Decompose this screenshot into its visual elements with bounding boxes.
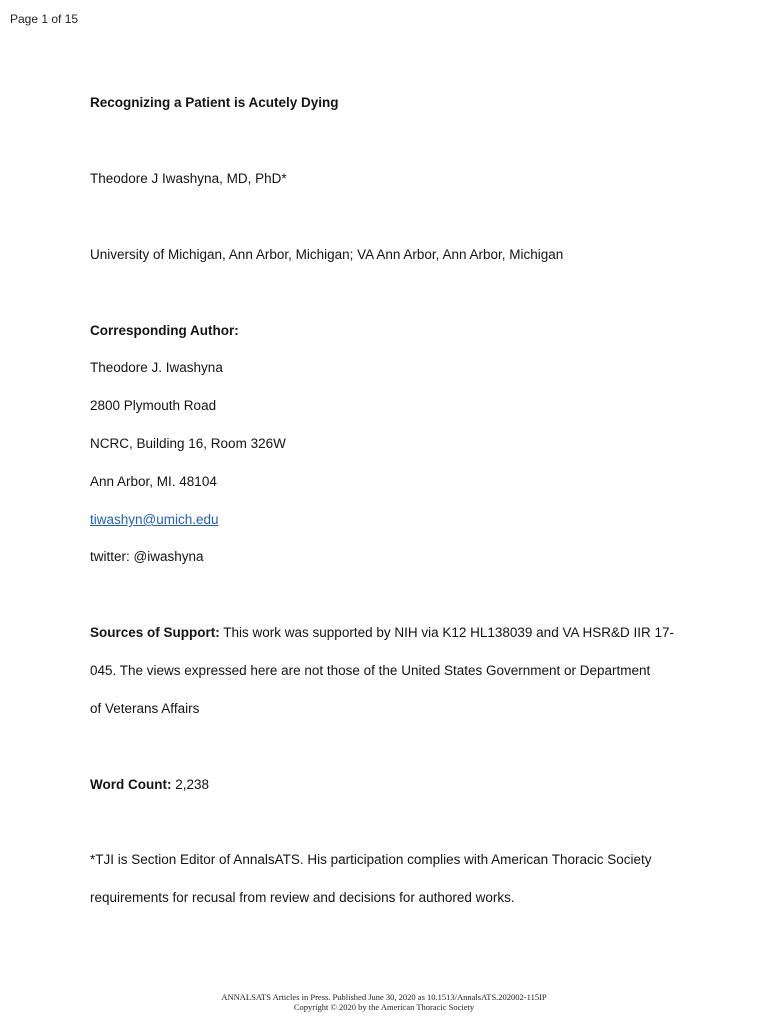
address-street: 2800 Plymouth Road bbox=[90, 398, 217, 413]
footer-copyright-line: Copyright © 2020 by the American Thoracic Society bbox=[293, 1002, 475, 1012]
support-text-1: This work was supported by NIH via K12 HL138039 and VA HSR&D IIR 17- bbox=[219, 625, 674, 640]
note-line-1: *TJI is Section Editor of AnnalsATS. His participation complies with American Thoracic Society bbox=[90, 852, 652, 867]
support-line-1 bbox=[90, 625, 690, 640]
corresponding-author-heading: Corresponding Author: bbox=[90, 323, 239, 338]
support-line-2: 045. The views expressed here are not those of the United States Government or Department bbox=[90, 663, 651, 678]
footer-publication-line: ANNALSATS Articles in Press. Published June 30, 2020 as 10.1513/AnnalsATS.202002-115IP bbox=[221, 992, 547, 1002]
article-title: Recognizing a Patient is Acutely Dying bbox=[90, 95, 339, 110]
note-line-2: requirements for recusal from review and decisions for authored works. bbox=[90, 890, 515, 905]
author-line: Theodore J Iwashyna, MD, PhD* bbox=[90, 171, 287, 186]
email-link[interactable]: tiwashyn@umich.edu bbox=[90, 512, 219, 527]
affiliation-line: University of Michigan, Ann Arbor, Michigan; VA Ann Arbor, Ann Arbor, Michigan bbox=[90, 247, 564, 262]
support-label: Sources of Support: bbox=[90, 625, 220, 640]
corresponding-author-name: Theodore J. Iwashyna bbox=[90, 360, 223, 375]
email-line bbox=[90, 512, 690, 527]
page-indicator: Page 1 of 15 bbox=[10, 12, 79, 26]
address-building: NCRC, Building 16, Room 326W bbox=[90, 436, 286, 451]
word-count-value: 2,238 bbox=[171, 777, 210, 792]
address-city: Ann Arbor, MI. 48104 bbox=[90, 474, 217, 489]
twitter-handle: twitter: @iwashyna bbox=[90, 549, 204, 564]
word-count-label: Word Count: bbox=[90, 777, 172, 792]
support-line-3: of Veterans Affairs bbox=[90, 701, 200, 716]
word-count-line bbox=[90, 777, 690, 792]
